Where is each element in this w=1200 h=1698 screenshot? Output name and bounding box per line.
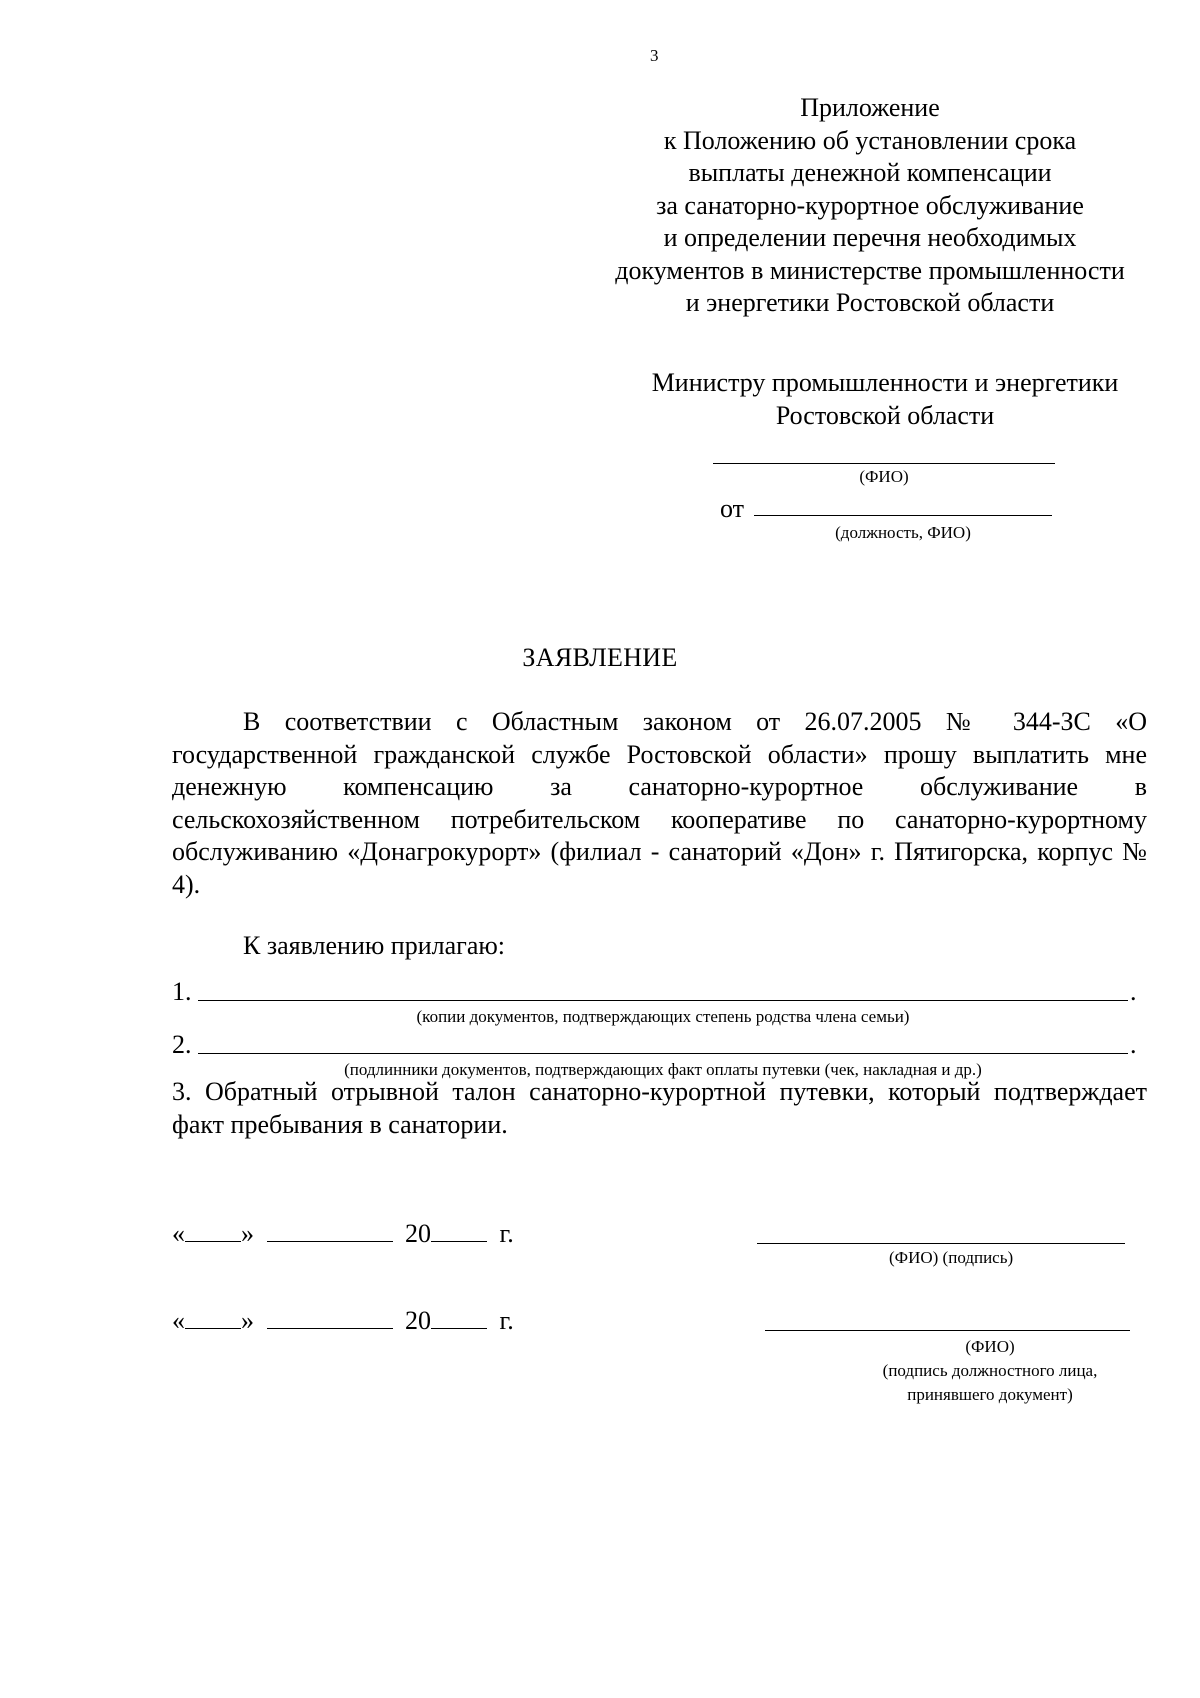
month-blank [267, 1219, 393, 1242]
official-caption [830, 1335, 1150, 1407]
year-suffix: г. [499, 1219, 514, 1248]
day-blank [185, 1306, 241, 1329]
day-blank [185, 1219, 241, 1242]
attachment-1-line [198, 1000, 1128, 1001]
appendix-line: и энергетики Ростовской области [685, 288, 1055, 317]
appendix-line: за санаторно-курортное обслуживание [656, 190, 1084, 220]
year-prefix: 20 [405, 1306, 431, 1335]
year-prefix: 20 [405, 1219, 431, 1248]
attachment-2-end: . [1130, 1030, 1137, 1059]
official-caption-line: (подпись должностного лица, [882, 1361, 1098, 1380]
attachment-1-end: . [1130, 977, 1137, 1006]
quote-close: » [241, 1219, 254, 1248]
from-label: от [720, 494, 745, 523]
year-blank [431, 1219, 487, 1242]
applicant-date-row [172, 1219, 514, 1249]
official-caption-line: (ФИО) [965, 1337, 1015, 1356]
official-date-row [172, 1306, 514, 1336]
quote-close: » [241, 1306, 254, 1335]
fio-caption: (ФИО) [859, 467, 909, 486]
applicant-signature-line [757, 1243, 1125, 1244]
year-blank [431, 1306, 487, 1329]
quote-open: « [172, 1306, 185, 1335]
page-number: 3 [650, 46, 659, 65]
attachment-3-text: 3. Обратный отрывной талон санаторно-курортной путевки, который подтверждает факт пребывания в санатории. [172, 1077, 1147, 1139]
appendix-line: документов в министерстве промышленности [615, 255, 1125, 285]
from-caption: (должность, ФИО) [835, 523, 971, 542]
attachment-2-number: 2. [172, 1030, 192, 1059]
attachment-2-line [198, 1053, 1128, 1054]
month-blank [267, 1306, 393, 1329]
attachments-intro: К заявлению прилагаю: [243, 931, 506, 960]
appendix-line: к Положению об установлении срока [663, 125, 1077, 155]
official-signature-line [765, 1330, 1130, 1331]
appendix-line: Приложение [800, 93, 940, 122]
addressee-line: Ростовской области [775, 400, 995, 430]
attachment-2-caption: (подлинники документов, подтверждающих факт оплаты путевки (чек, накладная и др.) [344, 1060, 982, 1079]
applicant-caption: (ФИО) (подпись) [889, 1248, 1014, 1267]
attachment-1-number: 1. [172, 977, 192, 1006]
body-paragraph: В соответствии с Областным законом от 26.07.2005 № 344-ЗС «О государственной гражданской службе Ростовской области» прошу выплатить мне денежную компенсацию за санаторно-курортное обслуживание в сельскохозяйственном потребительском кооперативе по санаторно-курортному обслуживанию «Донагрокурорт» (филиал - санаторий «Дон» г. Пятигорска, корпус № 4). [172, 707, 1147, 899]
quote-open: « [172, 1219, 185, 1248]
year-suffix: г. [499, 1306, 514, 1335]
attachment-1-caption: (копии документов, подтверждающих степень родства члена семьи) [416, 1007, 910, 1026]
appendix-line: и определении перечня необходимых [663, 223, 1077, 252]
addressee-line: Министру промышленности и энергетики [651, 368, 1119, 397]
from-blank-line [754, 515, 1052, 516]
document-title: ЗАЯВЛЕНИЕ [522, 643, 678, 672]
appendix-header [585, 92, 1155, 320]
addressee-block [620, 367, 1150, 432]
official-caption-line: принявшего документ) [907, 1385, 1073, 1404]
fio-blank-line [713, 463, 1055, 464]
appendix-line: выплаты денежной компенсации [688, 158, 1052, 187]
